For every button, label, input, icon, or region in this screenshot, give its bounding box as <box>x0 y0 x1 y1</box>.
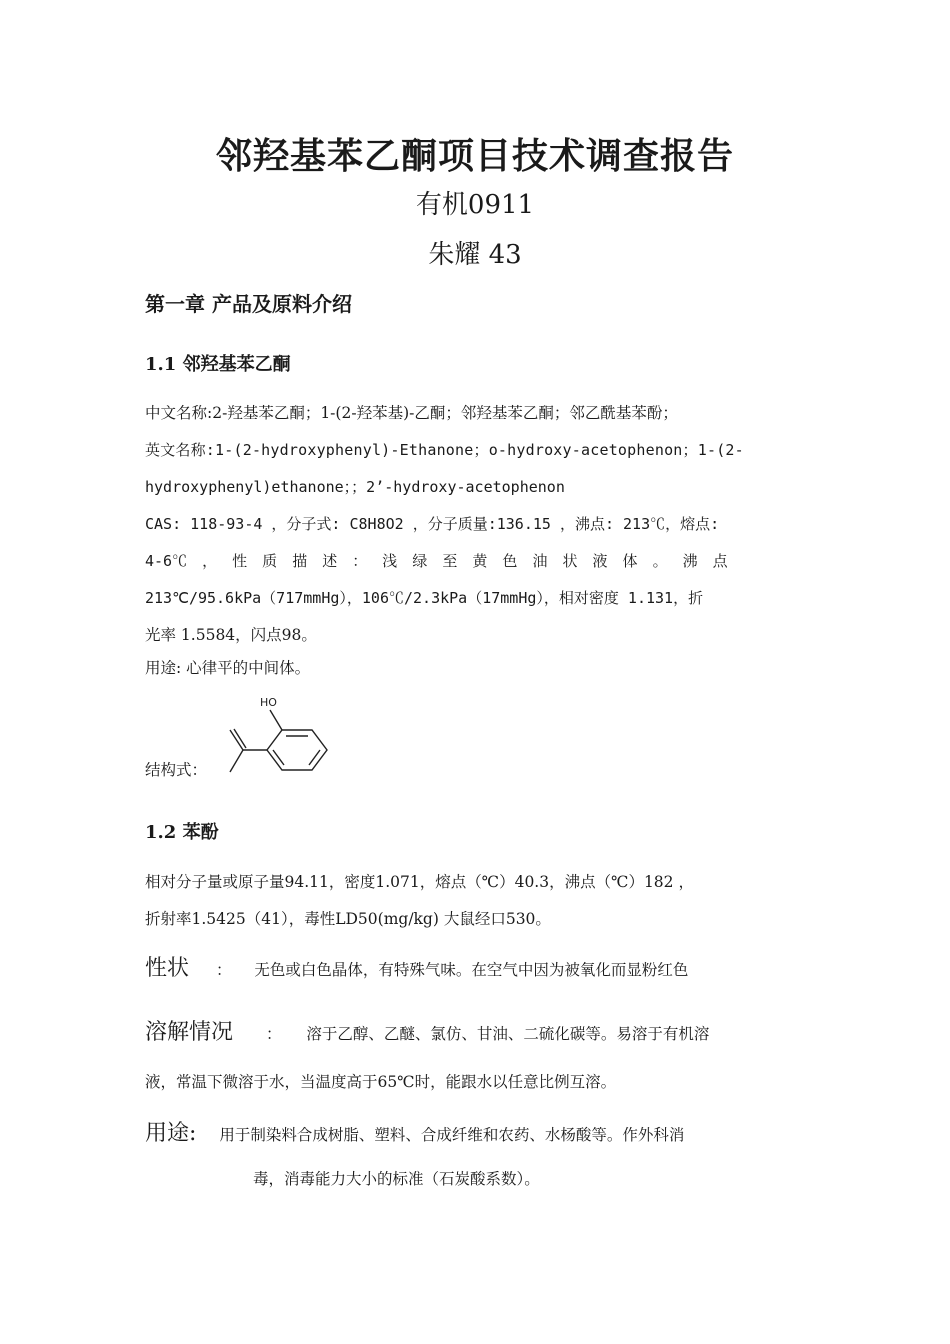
boiling-point-line: 213℃/95.6kPa（717mmHg），106℃/2.3kPa（17mmHg），相对密度 1.131，折 <box>145 589 704 607</box>
solubility-text-1: 溶于乙醇、乙醚、氯仿、甘油、二硫化碳等。易溶于有机溶 <box>306 1025 710 1043</box>
phenol-appearance <box>145 950 805 989</box>
usage-text-1: 用于制染料合成树脂、塑料、合成纤维和农药、水杨酸等。作外科消 <box>219 1126 685 1144</box>
structure-formula <box>145 690 345 790</box>
class-line: 有机0911 <box>415 190 535 220</box>
phenol-props-line-1: 相对分子量或原子量94.11，密度1.071，熔点（℃）40.3，沸点（℃）182 ， <box>145 873 694 891</box>
section-heading-1-2: 1.2 苯酚 <box>145 822 219 843</box>
phenol-usage <box>145 1112 805 1201</box>
phenol-props-line-2: 折射率1.5425（41），毒性LD50(mg/kg) 大鼠经口530。 <box>145 910 551 928</box>
solubility-label: 溶解情况 <box>145 1020 234 1045</box>
section-1-2-body <box>145 864 805 938</box>
chapter-heading: 第一章 产品及原料介绍 <box>145 292 352 316</box>
usage-line: 用途: 心律平的中间体。 <box>145 659 311 677</box>
usage-label: 用途: <box>145 1121 197 1146</box>
usage-text-2: 毒，消毒能力大小的标准（石炭酸系数）。 <box>253 1170 540 1188</box>
section-heading-1-1: 1.1 邻羟基苯乙酮 <box>145 354 291 375</box>
appearance-label: 性状 <box>145 956 190 981</box>
phenol-solubility <box>145 1012 805 1103</box>
acetophenone-structure-image <box>225 690 345 780</box>
appearance-text: 无色或白色晶体，有特殊气味。在空气中因为被氧化而显粉红色 <box>254 961 689 979</box>
report-title: 邻羟基苯乙酮项目技术调查报告 <box>215 135 734 177</box>
appearance-separator: ： <box>215 961 232 979</box>
english-name-line-1: 英文名称:1-(2-hydroxyphenyl)-Ethanone；o-hydroxy-acetophenon；1-(2- <box>145 441 744 459</box>
solubility-separator: ： <box>265 1025 282 1043</box>
section-1-1-body <box>145 395 805 682</box>
property-line: 4-6℃ ， 性 质 描 述 ： 浅 绿 至 黄 色 油 状 液 体 。 沸 点 <box>145 552 728 570</box>
english-name-line-2: hydroxyphenyl)ethanone；；2’-hydroxy-acetophenon <box>145 478 565 496</box>
refractive-index-line: 光率 1.5584，闪点98。 <box>145 626 317 644</box>
structure-label: 结构式： <box>145 761 208 779</box>
solubility-text-2: 液，常温下微溶于水，当温度高于65℃时，能跟水以任意比例互溶。 <box>145 1073 617 1091</box>
cas-line: CAS: 118-93-4 ，分子式: C8H8O2 ，分子质量:136.15 ，沸点: 213℃，熔点: <box>145 515 720 533</box>
hydroxyl-label: HO <box>260 696 277 709</box>
chinese-name-line: 中文名称:2-羟基苯乙酮；1-(2-羟苯基)-乙酮；邻羟基苯乙酮；邻乙酰基苯酚； <box>145 404 678 422</box>
author-line: 朱耀 43 <box>428 240 522 270</box>
